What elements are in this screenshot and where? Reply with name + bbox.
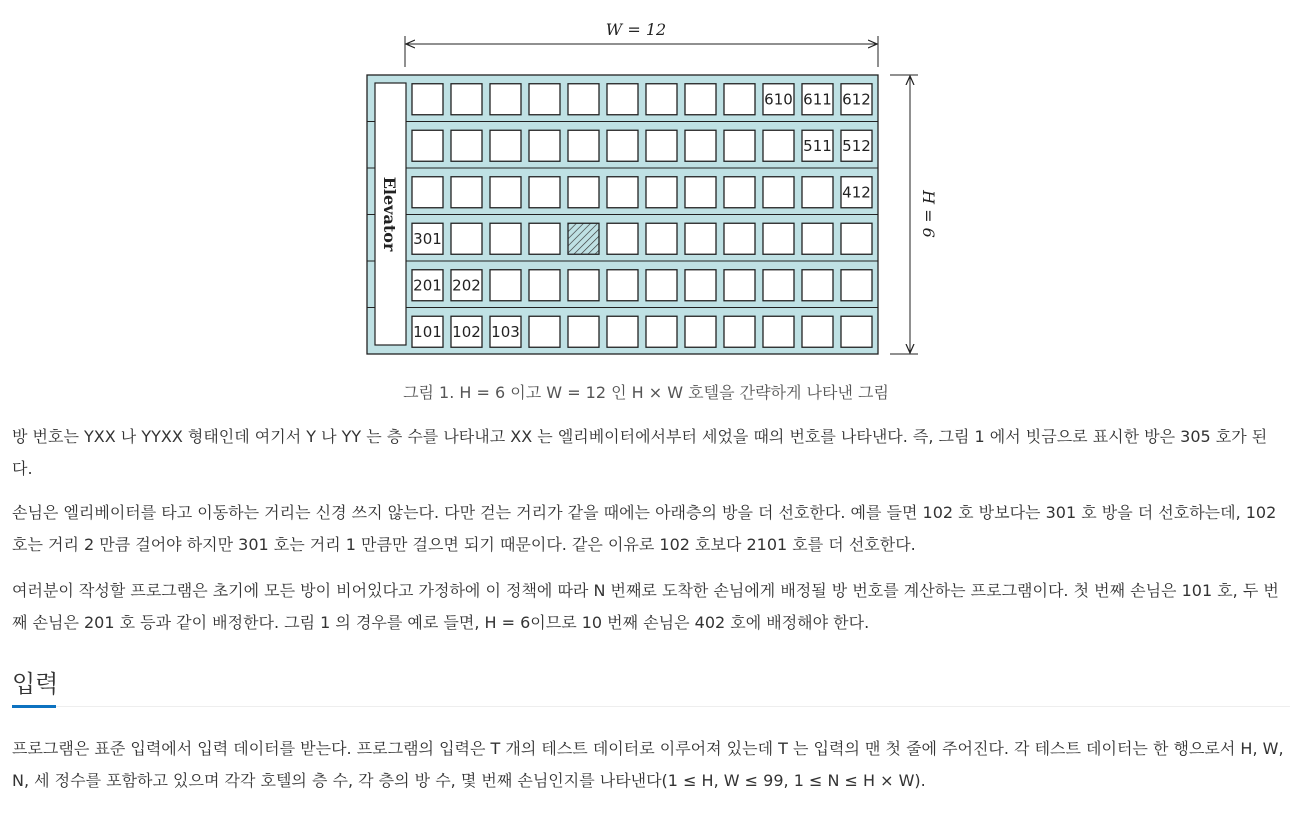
room-box [724, 270, 755, 301]
paragraph-program-goal: 여러분이 작성할 프로그램은 초기에 모든 방이 비어있다고 가정하에 이 정책에 따라 N 번째로 도착한 손님에게 배정될 방 번호를 계산하는 프로그램이다. 첫 번째 손님은 101 호, 두 번째 손님은 201 호 등과 같이 배정한다. 그림 1 의 경우를 예로 들면, H = 6이므로 10 번째 손님은 402 호에 배정해야 한다. [12, 581, 1279, 632]
room-number-label: 610 [764, 90, 793, 109]
room-number-label: 301 [413, 229, 442, 248]
room-box [412, 177, 443, 208]
room-box [685, 316, 716, 347]
hotel-figure [360, 15, 940, 360]
room-box [802, 270, 833, 301]
room-box [412, 130, 443, 161]
room-box [529, 84, 560, 115]
room-number-label: 412 [842, 183, 871, 202]
room-box [685, 177, 716, 208]
room-box [685, 130, 716, 161]
room-box [685, 84, 716, 115]
room-box [724, 130, 755, 161]
room-box [529, 223, 560, 254]
room-number-label: 512 [842, 136, 871, 155]
room-box [802, 223, 833, 254]
room-box [685, 223, 716, 254]
room-box [568, 130, 599, 161]
room-box [490, 223, 521, 254]
room-box [646, 270, 677, 301]
paragraph-input-description: 프로그램은 표준 입력에서 입력 데이터를 받는다. 프로그램의 입력은 T 개의 테스트 데이터로 이루어져 있는데 T 는 입력의 맨 첫 줄에 주어진다. 각 테스트 데이터는 한 행으로서 H, W, N, 세 정수를 포함하고 있으며 각각 호텔의 층 수, 각 층의 방 수, 몇 번째 손님인지를 나타낸다(1 ≤ H, W ≤ 99, 1 ≤ N ≤ H × W). [12, 739, 1284, 790]
figure-caption: 그림 1. H = 6 이고 W = 12 인 H × W 호텔을 간략하게 나타낸 그림 [403, 383, 889, 402]
room-box [763, 316, 794, 347]
room-box [607, 177, 638, 208]
room-number-label: 103 [491, 322, 520, 341]
room-box [529, 316, 560, 347]
room-box [607, 84, 638, 115]
room-box [763, 177, 794, 208]
room-box [841, 316, 872, 347]
height-label: H = 6 [919, 190, 938, 238]
room-box [451, 130, 482, 161]
room-box [607, 316, 638, 347]
room-box [490, 130, 521, 161]
room-box [607, 223, 638, 254]
room-box [607, 130, 638, 161]
room-box [763, 270, 794, 301]
room-box [490, 270, 521, 301]
room-number-label: 202 [452, 276, 481, 295]
room-number-label: 102 [452, 322, 481, 341]
paragraph-preference: 손님은 엘리베이터를 타고 이동하는 거리는 신경 쓰지 않는다. 다만 걷는 거리가 같을 때에는 아래층의 방을 더 선호한다. 예를 들면 102 호 방보다는 301 호 방을 더 선호하는데, 102 호는 거리 2 만큼 걸어야 하지만 301 호는 거리 1 만큼만 걸으면 되기 때문이다. 같은 이유로 102 호보다 2101 호를 더 선호한다. [12, 503, 1277, 554]
room-box [724, 84, 755, 115]
room-box [646, 316, 677, 347]
room-box [841, 270, 872, 301]
room-box [724, 223, 755, 254]
room-number-label: 611 [803, 90, 832, 109]
room-box [841, 223, 872, 254]
hotel-diagram [360, 15, 940, 360]
room-box [724, 316, 755, 347]
room-box [529, 177, 560, 208]
room-box [568, 316, 599, 347]
paragraph-room-numbering: 방 번호는 YXX 나 YYXX 형태인데 여기서 Y 나 YY 는 층 수를 나타내고 XX 는 엘리베이터에서부터 세었을 때의 번호를 나타낸다. 즉, 그림 1 에서 빗금으로 표시한 방은 305 호가 된다. [12, 427, 1268, 478]
room-box [802, 177, 833, 208]
room-box [646, 223, 677, 254]
width-dimension [405, 20, 878, 67]
room-box [763, 223, 794, 254]
room-number-label: 511 [803, 136, 832, 155]
section-divider [12, 706, 1290, 707]
room-box [412, 84, 443, 115]
room-box [646, 130, 677, 161]
room-box [451, 84, 482, 115]
room-box [685, 270, 716, 301]
room-box [529, 130, 560, 161]
room-number-label: 201 [413, 276, 442, 295]
room-box [451, 223, 482, 254]
width-label: W = 12 [605, 20, 667, 39]
room-shaded [568, 223, 599, 254]
room-box [763, 130, 794, 161]
room-box [568, 84, 599, 115]
input-section-heading: 입력 [12, 670, 59, 698]
room-box [568, 270, 599, 301]
room-box [646, 84, 677, 115]
room-box [607, 270, 638, 301]
room-box [490, 177, 521, 208]
room-box [802, 316, 833, 347]
room-box [490, 84, 521, 115]
room-number-label: 101 [413, 322, 442, 341]
room-box [529, 270, 560, 301]
room-box [646, 177, 677, 208]
room-box [724, 177, 755, 208]
section-heading-underline [12, 705, 56, 708]
height-dimension [890, 75, 938, 354]
room-box [451, 177, 482, 208]
room-number-label: 612 [842, 90, 871, 109]
elevator-label: Elevator [380, 176, 399, 252]
room-box [568, 177, 599, 208]
